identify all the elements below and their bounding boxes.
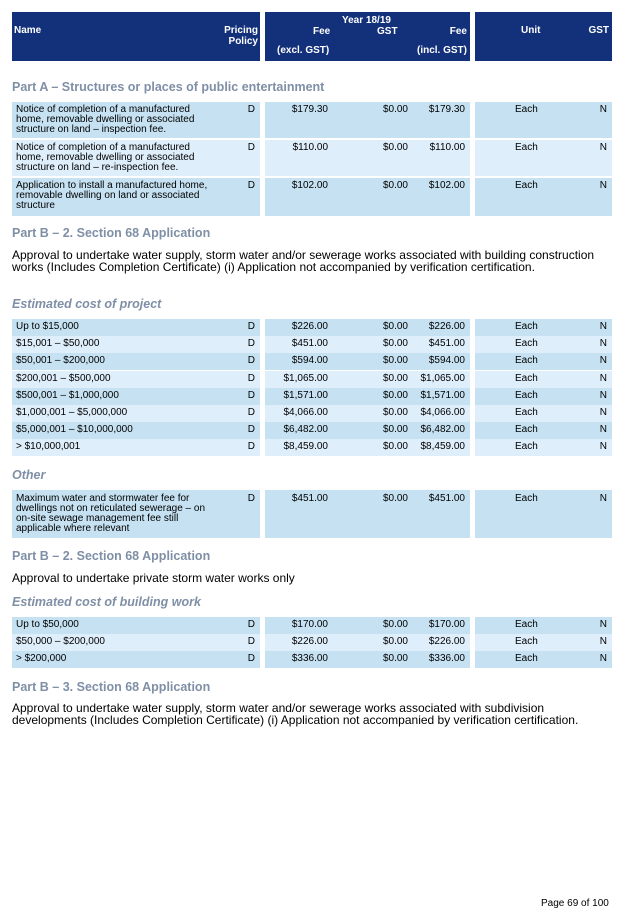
header-unit: Unit bbox=[521, 25, 541, 36]
section-description: Approval to undertake water supply, storm water and/or sewerage works associated with subdivision developments (Includes Completion Certificate) (i) Application not accompanied by verification certification. bbox=[12, 701, 579, 727]
row-fee-incl: $6,482.00 bbox=[420, 424, 465, 436]
row-fee-incl: $110.00 bbox=[429, 142, 465, 153]
header-fee-col bbox=[265, 12, 470, 61]
row-fee-incl: $1,065.00 bbox=[420, 372, 465, 384]
row-unit: Each bbox=[515, 407, 538, 418]
table-row bbox=[12, 319, 612, 336]
page-number: Page 69 of 100 bbox=[541, 898, 609, 909]
table-row bbox=[12, 371, 612, 388]
row-policy: D bbox=[247, 653, 255, 665]
cell-bg bbox=[475, 102, 612, 138]
header-gst: GST bbox=[377, 26, 398, 37]
row-unit: Each bbox=[515, 636, 538, 648]
row-name: Up to $50,000 bbox=[16, 619, 79, 630]
table-row bbox=[12, 178, 612, 216]
cell-bg bbox=[475, 371, 612, 388]
section-subtitle: Estimated cost of building work bbox=[12, 595, 201, 609]
row-fee-incl: $226.00 bbox=[428, 321, 465, 332]
section-title-part-a: Part A – Structures or places of public entertainment bbox=[12, 80, 325, 94]
row-name: > $10,000,001 bbox=[16, 441, 81, 453]
row-fee-excl: $226.00 bbox=[291, 636, 328, 648]
row-name: Application to install a manufactured home, removable dwelling on land or associated structure bbox=[16, 180, 208, 211]
row-gst-flag: N bbox=[599, 653, 607, 665]
row-fee-excl: $1,571.00 bbox=[283, 389, 328, 401]
row-fee-excl: $179.30 bbox=[291, 104, 328, 115]
row-name: $15,001 – $50,000 bbox=[16, 338, 100, 350]
row-name: Up to $15,000 bbox=[16, 321, 79, 332]
row-gst-flag: N bbox=[599, 441, 607, 453]
row-gst: $0.00 bbox=[382, 180, 408, 191]
row-fee-incl: $102.00 bbox=[428, 180, 465, 191]
row-fee-incl: $226.00 bbox=[428, 636, 465, 648]
row-fee-excl: $102.00 bbox=[291, 180, 328, 191]
table-row bbox=[12, 634, 612, 651]
row-gst: $0.00 bbox=[382, 142, 408, 153]
row-fee-excl: $451.00 bbox=[291, 493, 328, 504]
row-fee-excl: $8,459.00 bbox=[283, 441, 328, 453]
row-name: > $200,000 bbox=[16, 653, 67, 665]
row-unit: Each bbox=[515, 493, 538, 504]
row-name: $50,000 – $200,000 bbox=[16, 636, 105, 648]
section-title-part-b2: Part B – 2. Section 68 Application bbox=[12, 226, 211, 240]
row-gst: $0.00 bbox=[382, 493, 408, 504]
cell-bg bbox=[475, 336, 612, 353]
row-gst: $0.00 bbox=[382, 321, 408, 332]
row-policy: D bbox=[247, 441, 255, 453]
row-unit: Each bbox=[515, 441, 538, 453]
header-pricing-policy-1: Pricing bbox=[224, 25, 258, 36]
row-gst: $0.00 bbox=[382, 355, 408, 367]
header-name: Name bbox=[14, 25, 42, 36]
row-gst-flag: N bbox=[599, 180, 607, 191]
row-name: Maximum water and stormwater fee for dwellings not on reticulated sewerage – on on-site sewage management fee still applicable where relevant bbox=[16, 493, 206, 534]
cell-bg bbox=[475, 319, 612, 336]
row-gst: $0.00 bbox=[382, 441, 408, 453]
header-excl-gst: (excl. GST) bbox=[277, 45, 330, 56]
row-policy: D bbox=[247, 355, 255, 367]
row-gst-flag: N bbox=[599, 372, 607, 384]
section-description: Approval to undertake private storm water works only bbox=[12, 571, 295, 585]
row-gst-flag: N bbox=[599, 355, 607, 367]
section-title-part-b2-stormwater: Part B – 2. Section 68 Application bbox=[12, 549, 211, 563]
cell-bg bbox=[475, 490, 612, 538]
row-fee-excl: $110.00 bbox=[292, 142, 328, 153]
header-incl-gst: (incl. GST) bbox=[417, 45, 467, 56]
cell-bg bbox=[475, 353, 612, 370]
row-policy: D bbox=[247, 424, 255, 436]
row-fee-incl: $4,066.00 bbox=[420, 407, 465, 418]
table-row bbox=[12, 651, 612, 668]
row-policy: D bbox=[247, 321, 255, 332]
row-gst-flag: N bbox=[599, 424, 607, 436]
section-description: Approval to undertake water supply, storm water and/or sewerage works associated with building construction works (Includes Completion Certificate) (i) Application not accompanied by verification certification. bbox=[12, 248, 595, 274]
row-policy: D bbox=[247, 372, 255, 384]
row-unit: Each bbox=[515, 104, 538, 115]
row-unit: Each bbox=[515, 424, 538, 436]
row-fee-excl: $6,482.00 bbox=[283, 424, 328, 436]
header-name-col bbox=[12, 12, 260, 61]
row-gst: $0.00 bbox=[382, 104, 408, 115]
cell-bg bbox=[475, 439, 612, 456]
cell-bg bbox=[475, 617, 612, 634]
row-gst: $0.00 bbox=[382, 653, 408, 665]
row-fee-incl: $594.00 bbox=[428, 355, 465, 367]
row-fee-excl: $336.00 bbox=[291, 653, 328, 665]
row-unit: Each bbox=[515, 619, 538, 630]
table-row bbox=[12, 617, 612, 634]
row-policy: D bbox=[247, 338, 255, 350]
cell-bg bbox=[475, 651, 612, 668]
row-name: $1,000,001 – $5,000,000 bbox=[16, 407, 128, 418]
row-gst: $0.00 bbox=[382, 424, 408, 436]
row-fee-excl: $170.00 bbox=[291, 619, 328, 630]
row-unit: Each bbox=[515, 653, 538, 665]
row-name: $50,001 – $200,000 bbox=[16, 355, 105, 367]
header-gst-flag: GST bbox=[588, 25, 609, 36]
row-fee-incl: $336.00 bbox=[428, 653, 465, 665]
header-unit-col bbox=[475, 12, 612, 61]
row-gst: $0.00 bbox=[382, 389, 408, 401]
cell-bg bbox=[475, 388, 612, 405]
cell-bg bbox=[475, 634, 612, 651]
row-gst: $0.00 bbox=[382, 338, 408, 350]
row-name: $500,001 – $1,000,000 bbox=[16, 389, 119, 401]
row-gst-flag: N bbox=[599, 493, 607, 504]
row-policy: D bbox=[247, 142, 255, 153]
row-fee-incl: $170.00 bbox=[428, 619, 465, 630]
row-fee-incl: $451.00 bbox=[428, 338, 465, 350]
cell-bg bbox=[475, 405, 612, 422]
table-row bbox=[12, 140, 612, 176]
row-policy: D bbox=[247, 389, 255, 401]
row-policy: D bbox=[247, 104, 255, 115]
row-gst-flag: N bbox=[599, 636, 607, 648]
row-name: Notice of completion of a manufactured home, removable dwelling or associated structure on land – re-inspection fee. bbox=[16, 142, 195, 173]
row-gst: $0.00 bbox=[382, 619, 408, 630]
row-name: $200,001 – $500,000 bbox=[16, 372, 111, 384]
row-gst: $0.00 bbox=[382, 407, 408, 418]
row-fee-incl: $179.30 bbox=[428, 104, 465, 115]
cell-bg bbox=[475, 422, 612, 439]
table-row bbox=[12, 490, 612, 538]
row-unit: Each bbox=[515, 389, 538, 401]
row-fee-incl: $1,571.00 bbox=[420, 389, 465, 401]
row-fee-incl: $451.00 bbox=[428, 493, 465, 504]
row-gst-flag: N bbox=[599, 142, 607, 153]
row-gst: $0.00 bbox=[382, 372, 408, 384]
row-fee-excl: $1,065.00 bbox=[283, 372, 328, 384]
row-unit: Each bbox=[515, 321, 538, 332]
row-unit: Each bbox=[515, 180, 538, 191]
header-fee-incl: Fee bbox=[449, 26, 467, 37]
row-policy: D bbox=[247, 407, 255, 418]
row-fee-excl: $4,066.00 bbox=[283, 407, 328, 418]
cell-bg bbox=[475, 178, 612, 216]
row-policy: D bbox=[247, 636, 255, 648]
row-unit: Each bbox=[515, 338, 538, 350]
row-unit: Each bbox=[515, 142, 538, 153]
section-subtitle: Estimated cost of project bbox=[12, 297, 162, 311]
row-gst-flag: N bbox=[599, 338, 607, 350]
cell-bg bbox=[475, 140, 612, 176]
row-gst: $0.00 bbox=[382, 636, 408, 648]
table-row bbox=[12, 102, 612, 138]
row-fee-incl: $8,459.00 bbox=[420, 441, 465, 453]
header-year: Year 18/19 bbox=[342, 15, 391, 26]
row-unit: Each bbox=[515, 355, 538, 367]
section-subtitle-other: Other bbox=[12, 468, 46, 482]
row-name: $5,000,001 – $10,000,000 bbox=[16, 424, 133, 436]
row-policy: D bbox=[247, 619, 255, 630]
row-gst-flag: N bbox=[599, 389, 607, 401]
table-row bbox=[12, 422, 612, 439]
row-gst-flag: N bbox=[599, 321, 607, 332]
table-row bbox=[12, 405, 612, 422]
row-name: Notice of completion of a manufactured home, removable dwelling or associated structure on land – inspection fee. bbox=[16, 104, 195, 135]
row-gst-flag: N bbox=[599, 407, 607, 418]
table-row bbox=[12, 353, 612, 370]
row-policy: D bbox=[247, 493, 255, 504]
row-unit: Each bbox=[515, 372, 538, 384]
table-row bbox=[12, 439, 612, 456]
row-fee-excl: $594.00 bbox=[291, 355, 328, 367]
row-gst-flag: N bbox=[599, 104, 607, 115]
header-pricing-policy-2: Policy bbox=[228, 36, 258, 47]
table-row bbox=[12, 388, 612, 405]
row-fee-excl: $451.00 bbox=[291, 338, 328, 350]
section-title-part-b3: Part B – 3. Section 68 Application bbox=[12, 680, 211, 694]
row-fee-excl: $226.00 bbox=[291, 321, 328, 332]
table-row bbox=[12, 336, 612, 353]
header-fee: Fee bbox=[313, 26, 331, 37]
row-policy: D bbox=[247, 180, 255, 191]
row-gst-flag: N bbox=[599, 619, 607, 630]
